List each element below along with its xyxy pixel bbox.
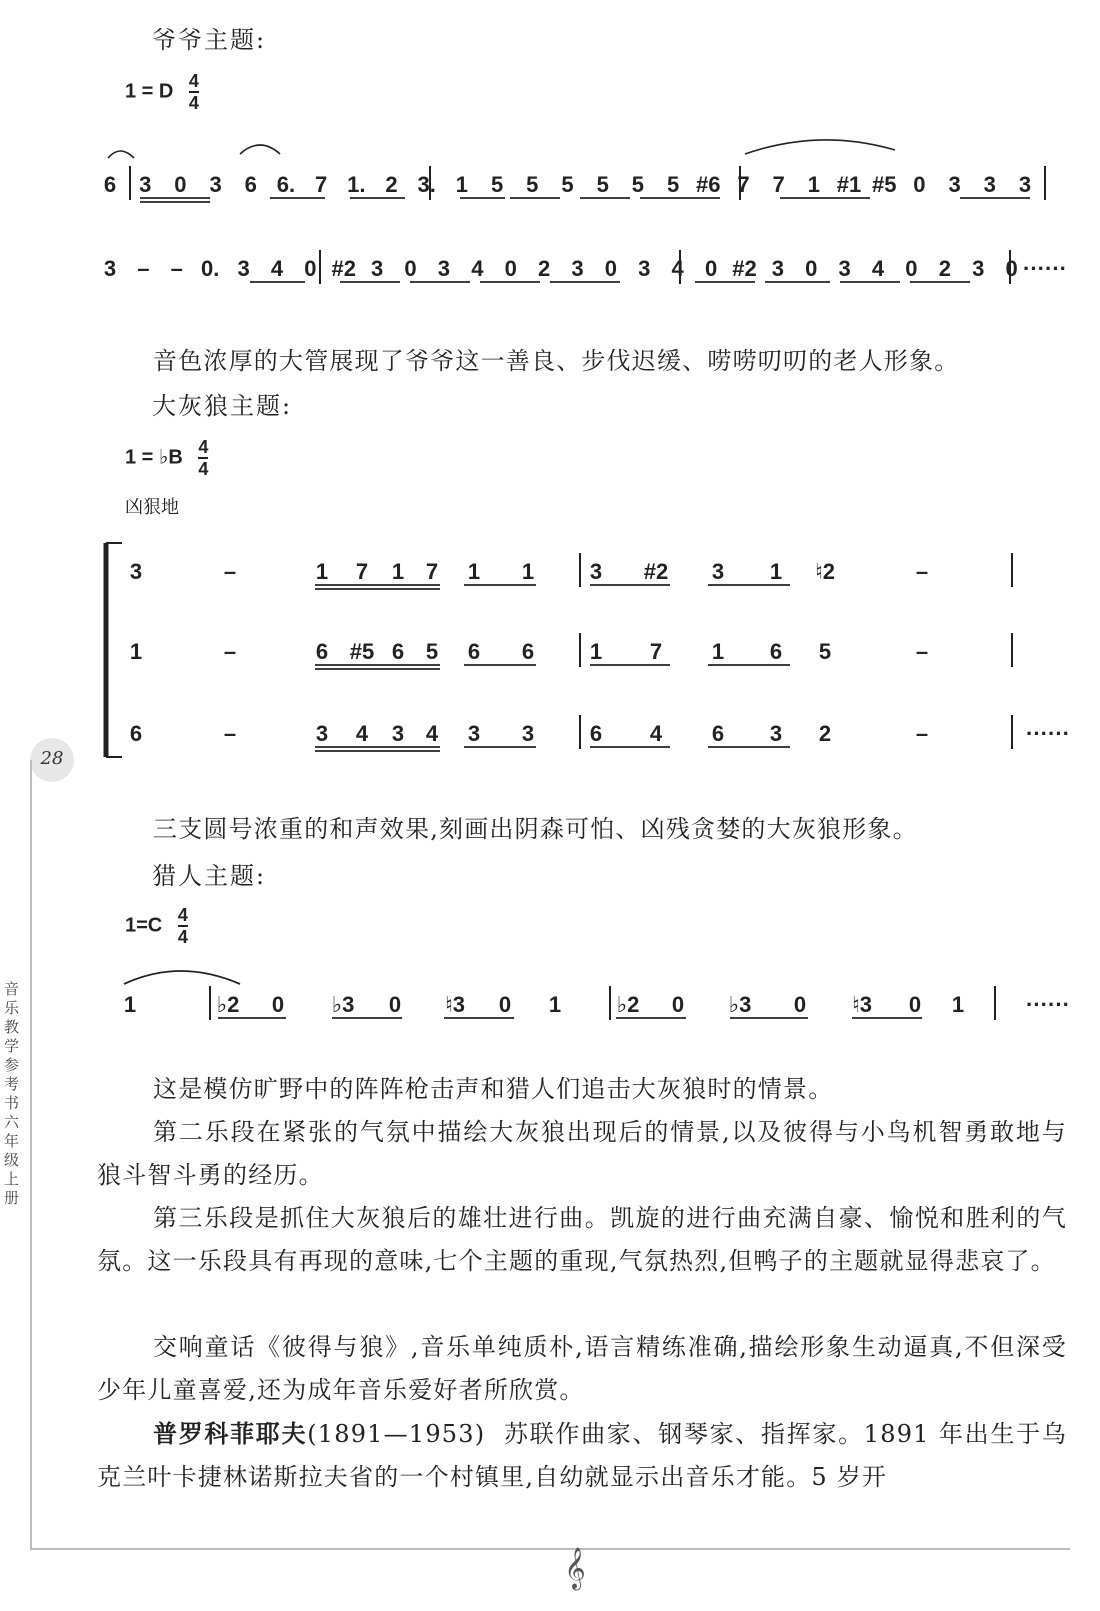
score-note: 1	[315, 559, 329, 584]
score-note: 0	[793, 992, 807, 1017]
score-note: 1	[391, 559, 405, 584]
score-note: ♮3	[851, 992, 873, 1017]
score-note: 5	[526, 172, 539, 197]
score-note: 7	[737, 172, 750, 197]
score-note: 5	[561, 172, 574, 197]
score-note: –	[223, 721, 237, 746]
score-note: 2	[938, 256, 951, 281]
score-note: 3	[972, 256, 985, 281]
score-note: 3	[769, 721, 783, 746]
summary-paragraph: 交响童话《彼得与狼》,音乐单纯质朴,语言精练准确,描绘形象生动逼真,不但深受少年儿童喜爱,还为成年音乐爱好者所欣赏。	[97, 1333, 1067, 1404]
score-note: 6	[769, 639, 783, 664]
score-note: 1	[123, 992, 137, 1017]
score-note: 6	[244, 172, 257, 197]
score-note: 0	[805, 256, 818, 281]
score-note: 1	[769, 559, 783, 584]
score-note: 7	[772, 172, 785, 197]
grandpa-key-signature	[125, 72, 199, 112]
score-note: 3	[983, 172, 996, 197]
score-staff	[100, 958, 1070, 1038]
score-note: 6	[103, 172, 117, 197]
score-note: 5	[490, 172, 504, 197]
score-note: 1	[521, 559, 535, 584]
book-side-title: 音乐教学参考书六年级上册	[4, 981, 20, 1207]
wolf-description: 三支圆号浓重的和声效果,刻画出阴森可怕、凶残贪婪的大灰狼形象。	[153, 815, 918, 843]
score-note: 0	[671, 992, 685, 1017]
score-note: 3	[711, 559, 725, 584]
score-note: 6	[467, 639, 481, 664]
time-signature: $\frac{4}{4}$	[188, 71, 199, 113]
score-note: 3	[437, 256, 451, 281]
score-note: 5	[425, 639, 439, 664]
score-note: 5	[818, 639, 832, 664]
score-note: 6	[589, 721, 603, 746]
score-note: ♭2	[616, 992, 640, 1017]
score-note: 0	[908, 992, 922, 1017]
score-note: 6	[521, 639, 535, 664]
score-note: ♮3	[444, 992, 466, 1017]
score-note: 2	[818, 721, 832, 746]
wolf-theme-heading: 大灰狼主题:	[152, 392, 293, 420]
score-note: 1	[548, 992, 562, 1017]
hunter-theme-heading: 猎人主题:	[152, 862, 267, 890]
score-note: –	[223, 639, 237, 664]
score-note: 3	[1018, 172, 1032, 197]
composer-bio-text: 苏联作曲家、钢琴家、指挥家。1891 年出生于乌克兰叶卡捷林诺斯拉夫省的一个村镇里,自幼就显示出音乐才能。5 岁开	[97, 1420, 1067, 1491]
score-note: 1	[589, 639, 603, 664]
score-note: 2	[537, 256, 551, 281]
key-label: 1=C	[125, 914, 163, 937]
key-label: 1 = ♭B	[125, 446, 183, 469]
score-note: #5	[349, 639, 375, 664]
score-note: 0	[174, 172, 187, 197]
score-note: ······	[1026, 992, 1070, 1017]
score-note: 0	[388, 992, 402, 1017]
score-note: #2	[732, 256, 757, 281]
grandpa-score-line-1	[100, 130, 1070, 210]
slur-mark	[108, 151, 134, 158]
score-note: ♭2	[216, 992, 240, 1017]
key-label: 1 = D	[125, 80, 174, 103]
score-note: 3	[467, 721, 481, 746]
score-note: 5	[631, 172, 645, 197]
score-note: 4	[355, 721, 369, 746]
score-note: #1	[836, 172, 862, 197]
score-note: 0	[271, 992, 285, 1017]
wolf-tempo-marking: 凶狠地	[125, 497, 179, 518]
grandpa-theme-heading: 爷爷主题:	[152, 26, 267, 54]
score-note: 4	[425, 721, 439, 746]
score-note: 0	[913, 172, 926, 197]
score-note: 3	[948, 172, 961, 197]
score-note: 6	[315, 639, 329, 664]
score-note: 3	[209, 172, 222, 197]
score-note: 0	[604, 256, 618, 281]
score-note: 1	[951, 992, 965, 1017]
hunter-score-line	[100, 958, 1070, 1038]
score-note: 3	[838, 256, 851, 281]
score-note: #6	[696, 172, 721, 197]
score-note: –	[223, 559, 237, 584]
score-note: 3	[521, 721, 535, 746]
score-note: 0	[404, 256, 417, 281]
score-note: 4	[471, 256, 484, 281]
score-note: 5	[666, 172, 680, 197]
score-note: 3	[129, 559, 143, 584]
score-note: 6	[391, 639, 405, 664]
score-note: –	[915, 559, 929, 584]
score-note: ♭3	[331, 992, 355, 1017]
score-staff	[100, 228, 1070, 298]
slur-mark	[124, 971, 240, 984]
time-signature: $\frac{4}{4}$	[198, 437, 209, 479]
score-note: 0	[304, 256, 317, 281]
time-signature: $\frac{4}{4}$	[177, 905, 188, 947]
score-note: 1	[455, 172, 469, 197]
score-note: 3	[589, 559, 603, 584]
score-note: #2	[331, 256, 356, 281]
slur-mark	[240, 145, 280, 154]
score-note: 1.	[347, 172, 366, 197]
score-note: 2	[385, 172, 398, 197]
score-note: 6	[129, 721, 143, 746]
score-note: 3	[571, 256, 584, 281]
score-note: ♭3	[728, 992, 752, 1017]
score-staff	[100, 130, 1070, 210]
score-note: 3.	[417, 172, 436, 197]
score-note: 6.	[276, 172, 296, 197]
score-note: –	[137, 256, 150, 281]
composer-bio-paragraph	[97, 1412, 1067, 1499]
score-note: 3	[638, 256, 651, 281]
score-note: 7	[425, 559, 439, 584]
wolf-score-system	[100, 535, 1070, 765]
score-note: #5	[871, 172, 897, 197]
score-note: ♮2	[814, 559, 836, 584]
score-note: 0	[905, 256, 918, 281]
composer-years: (1891—1953)	[307, 1420, 486, 1448]
score-note: 7	[649, 639, 663, 664]
treble-clef-icon: 𝄞	[564, 1548, 586, 1589]
score-note: 0.	[200, 256, 220, 281]
wolf-key-signature	[125, 438, 208, 478]
score-note: 0	[504, 256, 517, 281]
score-note: 0	[498, 992, 512, 1017]
score-note: 4	[649, 721, 663, 746]
score-note: 3	[237, 256, 250, 281]
score-note: –	[170, 256, 183, 281]
slur-mark	[745, 140, 895, 154]
score-note: 3	[371, 256, 384, 281]
score-note: ······	[1026, 721, 1070, 746]
score-note: –	[915, 721, 929, 746]
score-note: 1	[129, 639, 143, 664]
section-2-paragraph: 第二乐段在紧张的气氛中描绘大灰狼出现后的情景,以及彼得与小鸟机智勇敢地与狼斗智斗勇的经历。	[97, 1118, 1067, 1189]
score-note: 1	[711, 639, 725, 664]
score-note: 3	[391, 721, 405, 746]
page-left-border	[30, 760, 34, 1550]
score-note: 7	[315, 172, 328, 197]
hunter-description: 这是模仿旷野中的阵阵枪击声和猎人们追击大灰狼时的情景。	[153, 1075, 834, 1103]
score-note: 3	[771, 256, 784, 281]
page-number: 28	[40, 748, 64, 769]
score-note: 4	[871, 256, 885, 281]
score-note: 3	[139, 172, 152, 197]
score-note: 7	[355, 559, 369, 584]
section-3-paragraph: 第三乐段是抓住大灰狼后的雄壮进行曲。凯旋的进行曲充满自豪、愉悦和胜利的气氛。这一乐段具有再现的意味,七个主题的重现,气氛热烈,但鸭子的主题就显得悲哀了。	[97, 1204, 1067, 1275]
score-note: 3	[315, 721, 329, 746]
grandpa-score-line-2	[100, 228, 1070, 298]
score-note: 4	[270, 256, 284, 281]
grandpa-description: 音色浓厚的大管展现了爷爷这一善良、步伐迟缓、唠唠叨叨的老人形象。	[153, 347, 960, 375]
score-note: 4	[671, 256, 684, 281]
hunter-key-signature	[125, 906, 188, 946]
score-note: ······	[1023, 256, 1067, 281]
composer-name: 普罗科菲耶夫	[153, 1419, 308, 1448]
score-staff	[100, 535, 1070, 765]
score-note: 3	[103, 256, 117, 281]
page-bottom-border	[30, 1548, 1070, 1552]
score-note: –	[915, 639, 929, 664]
score-note: 1	[807, 172, 820, 197]
score-note: #2	[643, 559, 669, 584]
score-note: 1	[467, 559, 481, 584]
score-note: 0	[1005, 256, 1018, 281]
score-note: 5	[596, 172, 609, 197]
score-note: 6	[711, 721, 725, 746]
score-note: 0	[704, 256, 718, 281]
